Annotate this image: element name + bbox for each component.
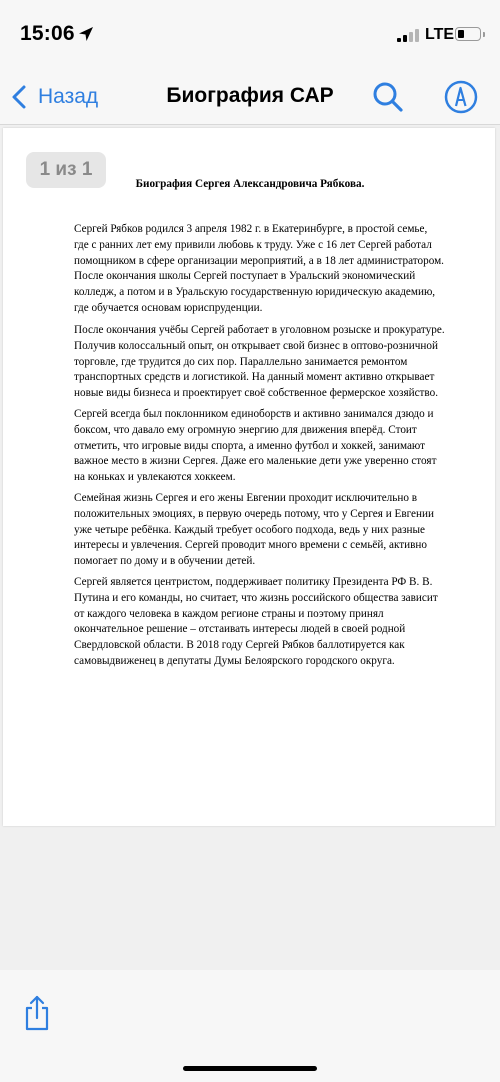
battery-icon [455, 27, 481, 41]
text-line: Семейная жизнь Сергея и его жены Евгении проходит исключительно в [74, 492, 418, 504]
text-line: Путина и его команды, но считает, что жизнь российского общества зависит [74, 591, 438, 604]
text-line: где обучается основам юриспруденции. [74, 301, 263, 314]
share-icon[interactable] [22, 994, 52, 1032]
text-line: транспортных средств и логистикой. На данный момент активно открывает [74, 371, 435, 384]
page-title: Биография САР [166, 84, 334, 107]
markup-pen-icon[interactable] [443, 79, 479, 115]
paragraph-3 [74, 407, 466, 486]
paragraph-1 [74, 222, 466, 317]
back-label: Назад [38, 85, 99, 108]
text-line: уже четыре ребёнка. Каждый требует особого подхода, ведь у них разные [74, 523, 426, 536]
text-line: отметить, что игровые виды спорта, а именно футбол и хоккей, занимают [74, 439, 426, 452]
text-line: положительных эмоциях, в первую очередь потому, что у Сергея и Евгении [74, 507, 434, 520]
bottom-toolbar [0, 970, 500, 1082]
text-line: от каждого человека в каждом регионе страны и поэтому принял [74, 607, 384, 620]
nav-bar [0, 70, 500, 125]
home-indicator[interactable] [183, 1066, 317, 1071]
location-arrow-icon [77, 25, 95, 43]
text-line: боксом, что давало ему огромную энергию для движения вперёд. Стоит [74, 423, 417, 436]
search-icon[interactable] [370, 79, 406, 115]
text-line: важное место в жизни Сергея. Даже его маленькие дети уже уверенно стоят [74, 455, 437, 468]
paragraph-2 [74, 323, 466, 402]
text-line: окончательное решение – отстаивать интересы людей в своей родной [74, 623, 406, 636]
text-line: Сергей является центристом, поддерживает политику Президента РФ В. В. [74, 576, 433, 588]
text-line: После окончания учёбы Сергей работает в уголовном розыске и прокуратуре. [74, 324, 445, 336]
text-line: на коньках и увлекаются хоккеем. [74, 471, 236, 484]
text-line: Свердловской области. В 2018 году Сергей Рябков баллотируется как [74, 639, 405, 652]
text-line: Получив колоссальный опыт, он открывает свой бизнес в оптово-розничной [74, 339, 438, 352]
chevron-left-icon [10, 84, 30, 110]
text-line: помогает по дому и в обучении детей. [74, 555, 256, 568]
text-line: самовыдвиженец в депутаты Думы Белоярского городского округа. [74, 654, 395, 667]
paragraph-5 [74, 575, 466, 670]
text-line: помощником в сфере организации мероприятий, а в 18 лет администратором. [74, 254, 444, 267]
text-line: торговле, где трудится до сих пор. Параллельно занимается ремонтом [74, 355, 408, 368]
document-title: Биография Сергея Александровича Рябкова. [135, 178, 365, 190]
text-line: где с ранних лет ему привили любовь к труду. Уже с 16 лет Сергей работал [74, 238, 432, 251]
page-indicator: 1 из 1 [26, 152, 106, 188]
back-button[interactable] [10, 80, 98, 114]
status-bar [0, 0, 500, 70]
battery-cap [483, 32, 485, 37]
signal-icon [397, 28, 421, 42]
network-type: LTE [425, 26, 455, 43]
paragraph-4 [74, 491, 466, 570]
text-line: интересы и увлечения. Сергей проводит много времени с семьёй, активно [74, 539, 427, 552]
status-time: 15:06 [20, 22, 75, 45]
text-line: новые виды бизнеса и проектирует своё собственное фермерское хозяйство. [74, 387, 439, 400]
text-line: После окончания школы Сергей поступает в Уральский экономический [74, 270, 416, 283]
text-line: Сергей всегда был поклонником единоборств и активно занимался дзюдо и [74, 408, 434, 420]
text-line: Сергей Рябков родился 3 апреля 1982 г. в Екатеринбурге, в простой семье, [74, 223, 428, 235]
text-line: колледж, а потом и в Уральскую государственную юридическую академию, [74, 286, 436, 299]
